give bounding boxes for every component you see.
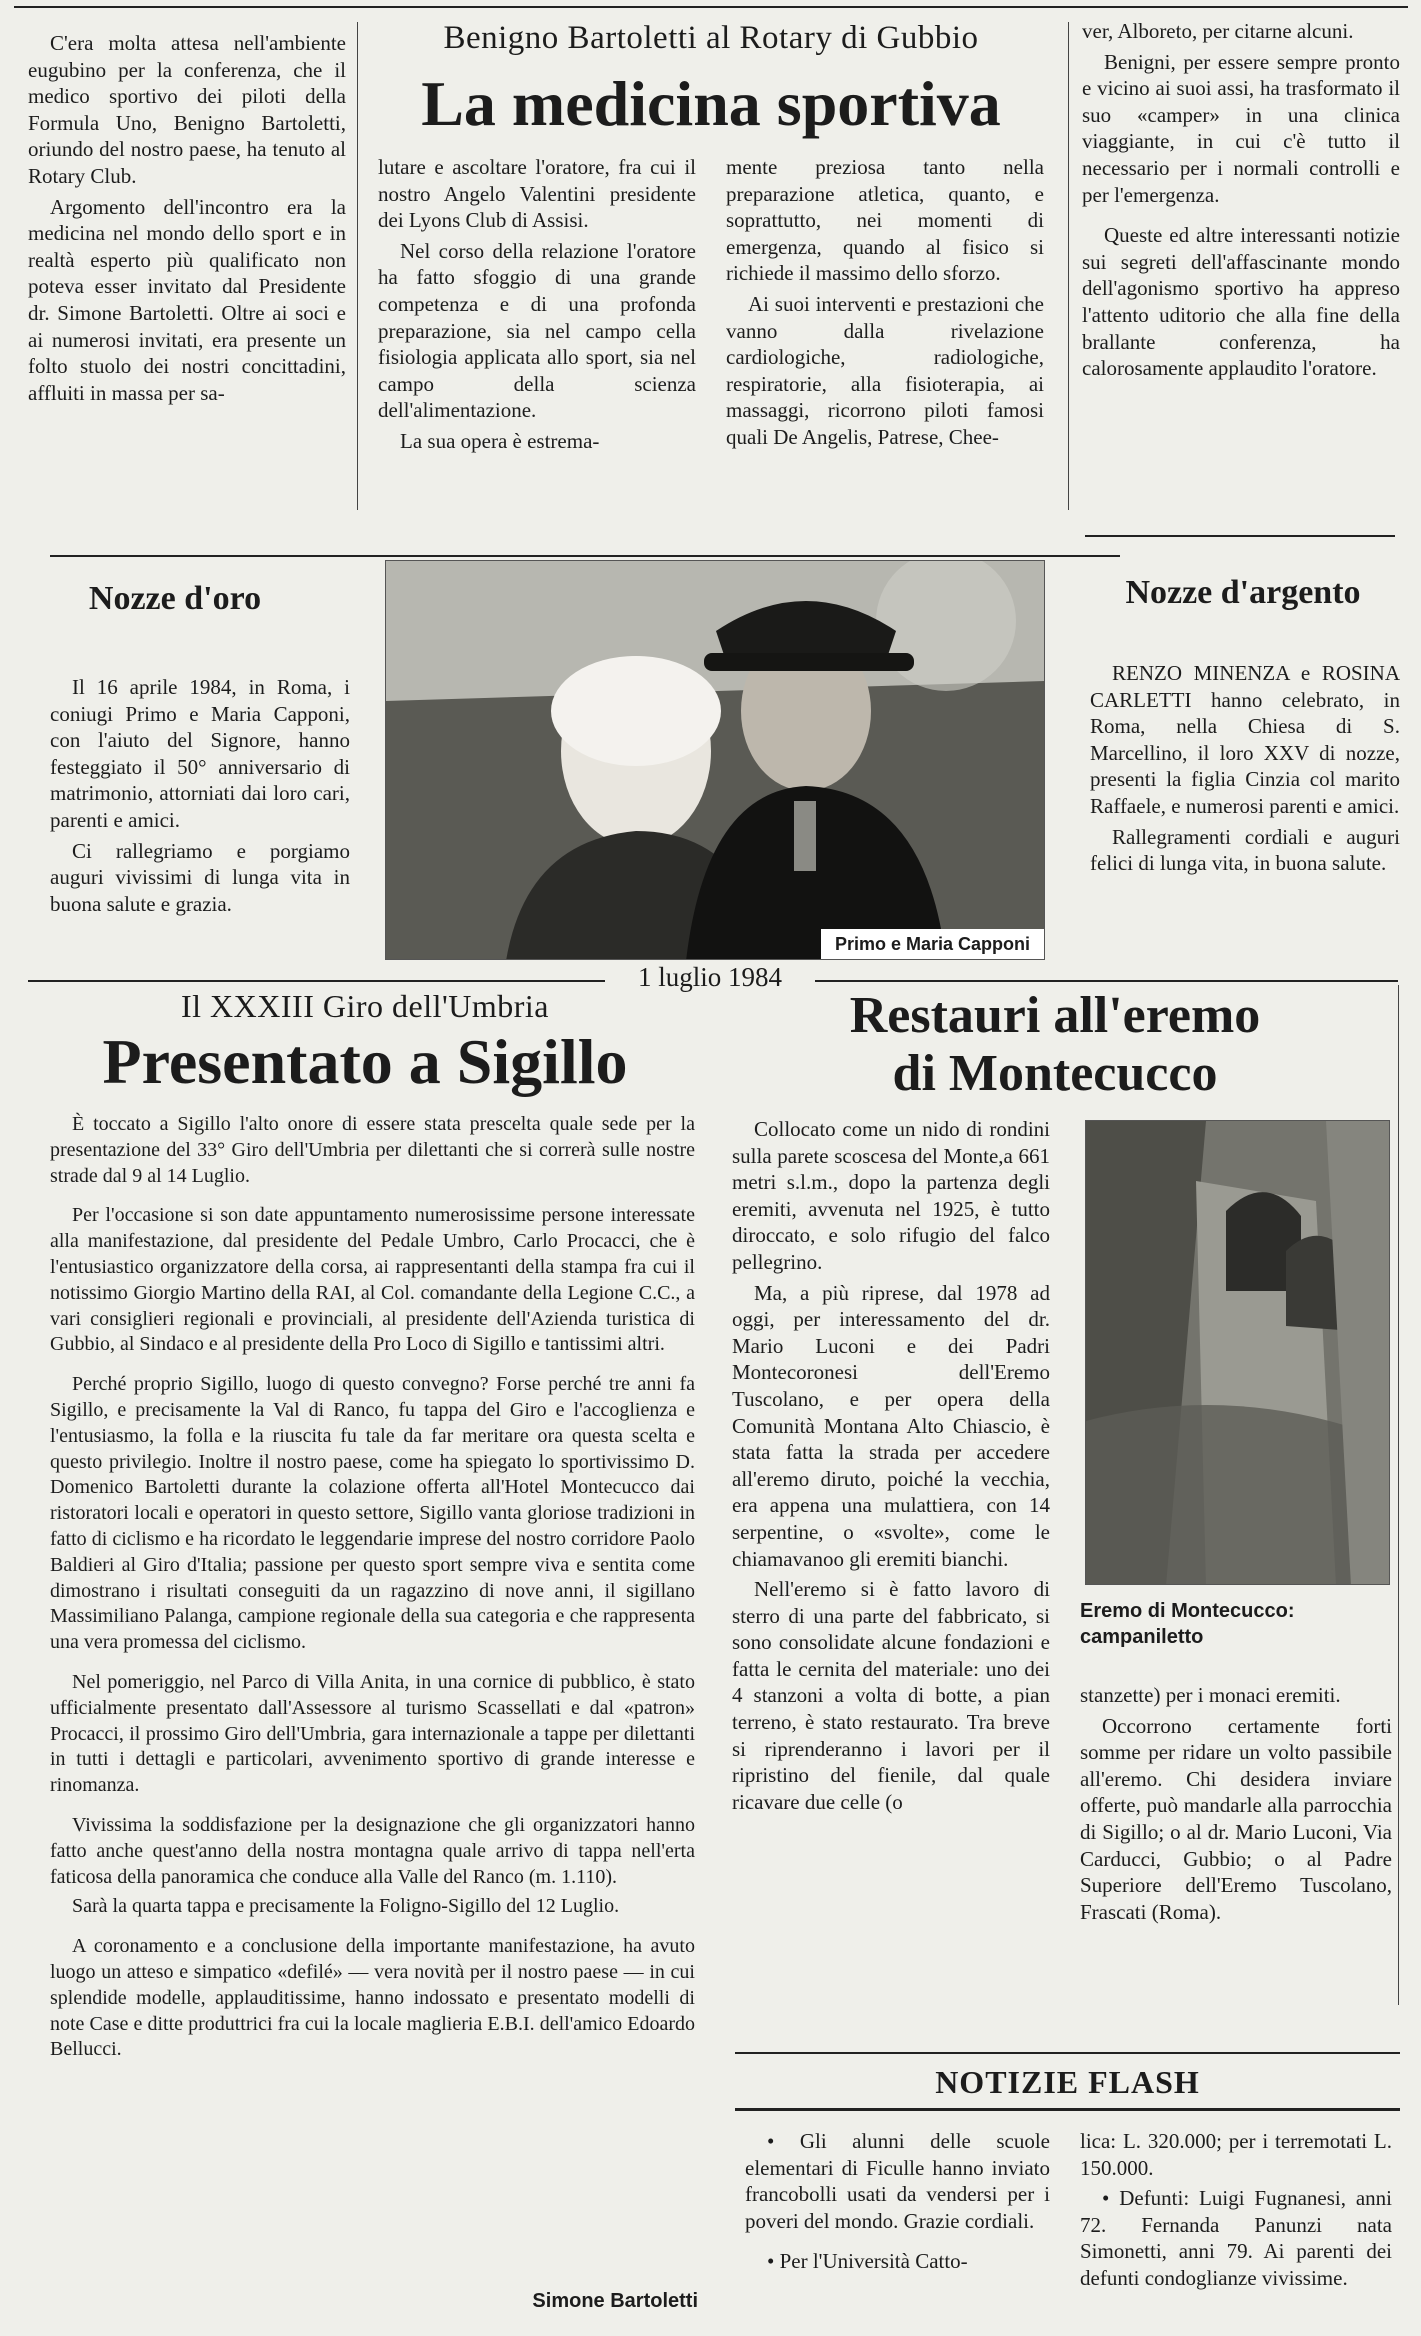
eremo-headline-line1: Restauri all'eremo xyxy=(849,987,1261,1044)
flash-item: lica: L. 320.000; per i terremotati L. 150.000. xyxy=(1080,2129,1392,2180)
paragraph: Per l'occasione si son date appuntamento numerosissime persone interessate alla manifestazione, dal presidente del Pedale Umbro, Carlo Procacci, che è l'entusiastico organizzatore della corsa, ai rappresentanti della stampa fra cui il notissimo Giorgio Martino della RAI, al Col. comandante della Legione C.C., a vari consiglieri regionali e provinciali, al presidente dell'Azienda turistica di Gubbio, al Sindaco e al presidente della Pro Loco di Sigillo e tantissimi altri. xyxy=(50,1204,695,1356)
eremo-col-1 xyxy=(732,1116,1050,1819)
paragraph: Il 16 aprile 1984, in Roma, i coniugi Primo e Maria Capponi, con l'aiuto del Signore, hanno festeggiato il 50° anniversario di matrimonio, attorniati dai loro cari, parenti e amici. xyxy=(50,675,350,832)
paragraph: Occorrono certamente forti somme per ridare un volto passibile all'eremo. Chi desidera inviare offerte, può mandarle alla parrocchia di Sigillo; o al dr. Mario Luconi, Via Carducci, Gubbio; o al Padre Superiore dell'Eremo Tuscolano, Frascati (Roma). xyxy=(1080,1713,1392,1924)
dateline: 1 luglio 1984 xyxy=(605,962,815,993)
rotary-col-3 xyxy=(726,154,1044,455)
section-rule xyxy=(50,555,1120,557)
rotary-headline: La medicina sportiva xyxy=(421,68,1001,139)
flash-item: • Per l'Università Catto- xyxy=(767,2249,968,2274)
flash-item: • Gli alunni delle scuole elementari di Ficulle hanno inviato francobolli usati da vendersi per i poveri del mondo. Grazie cordiali. xyxy=(745,2129,1050,2233)
photo-capponi-caption: Primo e Maria Capponi xyxy=(821,929,1044,959)
rotary-col-1 xyxy=(28,30,346,410)
paragraph: lutare e ascoltare l'oratore, fra cui il nostro Angelo Valentini presidente dei Lyons Club di Assisi. xyxy=(378,155,696,233)
giro-kicker: Il XXXIII Giro dell'Umbria xyxy=(181,988,549,1024)
paragraph: Nel corso della relazione l'oratore ha fatto sfoggio di una grande competenza e di una profonda preparazione, sia nel campo cella fisiologia applicata allo sport, sia nel campo della scienza dell'alimentazione. xyxy=(378,238,696,423)
paragraph: È toccato a Sigillo l'alto onore di essere stata prescelta quale sede per la presentazione del 33° Giro dell'Umbria per dilettanti che si correrà sulle nostre strade dal 9 al 14 Luglio. xyxy=(50,1113,695,1187)
flash-rule-top xyxy=(735,2052,1400,2054)
column-rule xyxy=(1068,22,1069,510)
flash-title: NOTIZIE FLASH xyxy=(935,2064,1200,2100)
paragraph: Ai suoi interventi e prestazioni che vanno dalla rivelazione cardiologiche, radiologiche, respiratorie, alla fisioterapia, ai massaggi, ricorrono piloti famosi quali De Angelis, Patrese, Chee- xyxy=(726,291,1044,449)
paragraph: stanzette) per i monaci eremiti. xyxy=(1080,1683,1341,1707)
top-border xyxy=(14,6,1408,8)
flash-col-1 xyxy=(745,2128,1050,2279)
giro-headline: Presentato a Sigillo xyxy=(102,1026,628,1097)
paragraph: Ci rallegriamo e porgiamo auguri vivissimi di lunga vita in buona salute e grazia. xyxy=(50,838,350,916)
paragraph: Ma, a più riprese, dal 1978 ad oggi, per interessamento del dr. Mario Luconi e dei Padri Montecoronesi dell'Eremo Tuscolano, e per opera della Comunità Montana Alto Chiascio, è stata fatta la strada per accedere all'eremo diruto, poiché la vecchia, era appena una mulattiera, con 14 serpentine, o «svolte», come le chiamavanoo gli eremiti bianchi. xyxy=(732,1280,1050,1571)
nozze-oro-title: Nozze d'oro xyxy=(88,580,262,617)
paragraph: RENZO MINENZA e ROSINA CARLETTI hanno celebrato, in Roma, nella Chiesa di S. Marcellino, il loro XXV di nozze, presenti la figlia Cinzia col marito Raffaele, e numerosi parenti e amici. xyxy=(1090,661,1400,818)
column-rule xyxy=(357,22,358,510)
paragraph: Rallegramenti cordiali e auguri felici di lunga vita, in buona salute. xyxy=(1090,824,1400,876)
photo-eremo xyxy=(1085,1120,1390,1585)
flash-item: • Defunti: Luigi Fugnanesi, anni 72. Fernanda Panunzi nata Simonetti, anni 79. Ai parenti dei defunti condoglianze vivissime. xyxy=(1080,2186,1392,2290)
column-rule xyxy=(1398,985,1399,2005)
eremo-headline-line2: di Montecucco xyxy=(892,1045,1218,1102)
paragraph: Perché proprio Sigillo, luogo di questo convegno? Forse perché tre anni fa Sigillo, e precisamente la Val di Ranco, fu tappa del Giro e l'accoglienza e l'entusiasmo, la folla e la riuscita fu tale da far meritare ora questa scelta e questo privilegio. Inoltre il nostro paese, come ha spiegato lo sportivissimo D. Domenico Bartoletti durante la colazione offerta all'Hotel Montecucco dai ristoratori locali e operatori in questo settore, Sigillo vanta gloriose tradizioni in fatto di ciclismo e ha ricordato le leggendarie imprese del nostro corridore Paolo Baldieri al Giro d'Italia; passione per questo sport sempre viva e sentita come dimostrano i risultati conseguiti da un ragazzino di nove anni, il sigillano Massimiliano Palanga, campione regionale della sua categoria e che rappresenta una vera promessa del ciclismo. xyxy=(50,1373,695,1654)
giro-body xyxy=(50,1112,695,2067)
section-rule xyxy=(1085,535,1395,537)
paragraph: A coronamento e a conclusione della importante manifestazione, ha avuto luogo un atteso e simpatico «defilé» — vera novità per il nostro paese — in cui splendide modelle, applauditissime, hanno indossato e presentato modelli di note Case e ditte produttrici fra cui la locale maglieria E.B.I. dell'amico Edoardo Bellucci. xyxy=(50,1935,695,2061)
photo-eremo-image xyxy=(1086,1121,1390,1585)
rotary-col-2 xyxy=(378,154,696,459)
nozze-argento-text xyxy=(1090,660,1400,881)
paragraph: Nell'eremo si è fatto lavoro di sterro di una parte del fabbricato, si sono consolidate alcune fondazioni e fatta le cernita del materiale: uno dei 4 stanzoni a volta di botte, a pian terreno, è stato restaurato. Tra breve si riprenderanno i lavori per il ripristino del fienile, dal quale ricavare due celle (o xyxy=(732,1577,1050,1814)
paragraph: mente preziosa tanto nella preparazione atletica, quanto, e soprattutto, nei momenti di emergenza, quando al fisico si richiede il massimo dello sforzo. xyxy=(726,155,1044,286)
paragraph: La sua opera è estrema- xyxy=(400,428,600,453)
paragraph: Collocato come un nido di rondini sulla parete scoscesa del Monte,a 661 metri s.l.m., dopo la partenza degli eremiti, avvenuta nel 1925, è tutto diroccato, e solo rifugio del falco pellegrino. xyxy=(732,1117,1050,1274)
paragraph: Vivissima la soddisfazione per la designazione che gli organizzatori hanno fatto anche quest'anno della nostra montagna quale arrivo di tappa nell'erta faticosa della panoramica che conduce alla Valle del Ranco (m. 1.110). xyxy=(50,1813,695,1888)
paragraph: Queste ed altre interessanti notizie sui segreti dell'affascinante mondo dell'agonismo sportivo ha appreso l'attento uditorio che alla fine della brallante conferenza, ha calorosamente applaudito l'oratore. xyxy=(1082,223,1400,381)
flash-rule-bottom xyxy=(735,2108,1400,2111)
paragraph: Sarà la quarta tappa e precisamente la Foligno-Sigillo del 12 Luglio. xyxy=(72,1895,620,1918)
flash-col-2 xyxy=(1080,2128,1392,2296)
photo-capponi xyxy=(385,560,1045,960)
giro-byline: Simone Bartoletti xyxy=(532,2290,698,2312)
photo-capponi-image xyxy=(386,561,1045,960)
eremo-col-2 xyxy=(1080,1682,1392,1929)
paragraph: Benigni, per essere sempre pronto e vicino ai suoi assi, ha trasformato il suo «camper» in una clinica viaggiante, in cui c'è tutto il necessario per i normali controlli e per l'emergenza. xyxy=(1082,49,1400,207)
paragraph: Argomento dell'incontro era la medicina nel mondo dello sport e in realtà esperto più qualificato non poteva esser invitato dal Presidente dr. Simone Bartoletti. Oltre ai soci e ai numerosi invitati, era presente un folto stuolo dei nostri concittadini, affluiti in massa per sa- xyxy=(28,194,346,405)
photo-eremo-caption: Eremo di Montecucco: campaniletto xyxy=(1080,1600,1295,1648)
paragraph: ver, Alboreto, per citarne alcuni. xyxy=(1082,19,1354,43)
rotary-col-4 xyxy=(1082,18,1400,386)
nozze-oro-text xyxy=(50,674,350,921)
nozze-argento-title: Nozze d'argento xyxy=(1125,574,1361,611)
paragraph: Nel pomeriggio, nel Parco di Villa Anita, in una cornice di pubblico, è stato ufficialmente presentato dall'Assessore al turismo Scassellati e dal «patron» Procacci, il prossimo Giro dell'Umbria, gara internazionale a tappe per dilettanti in tutti i dettagli e particolari, avvenimento sportivo di grande interesse e rinomanza. xyxy=(50,1670,695,1797)
rotary-kicker: Benigno Bartoletti al Rotary di Gubbio xyxy=(443,20,979,56)
paragraph: C'era molta attesa nell'ambiente eugubino per la conferenza, che il medico sportivo dei piloti della Formula Uno, Benigno Bartoletti, oriundo del nostro paese, ha tenuto al Rotary Club. xyxy=(28,31,346,188)
